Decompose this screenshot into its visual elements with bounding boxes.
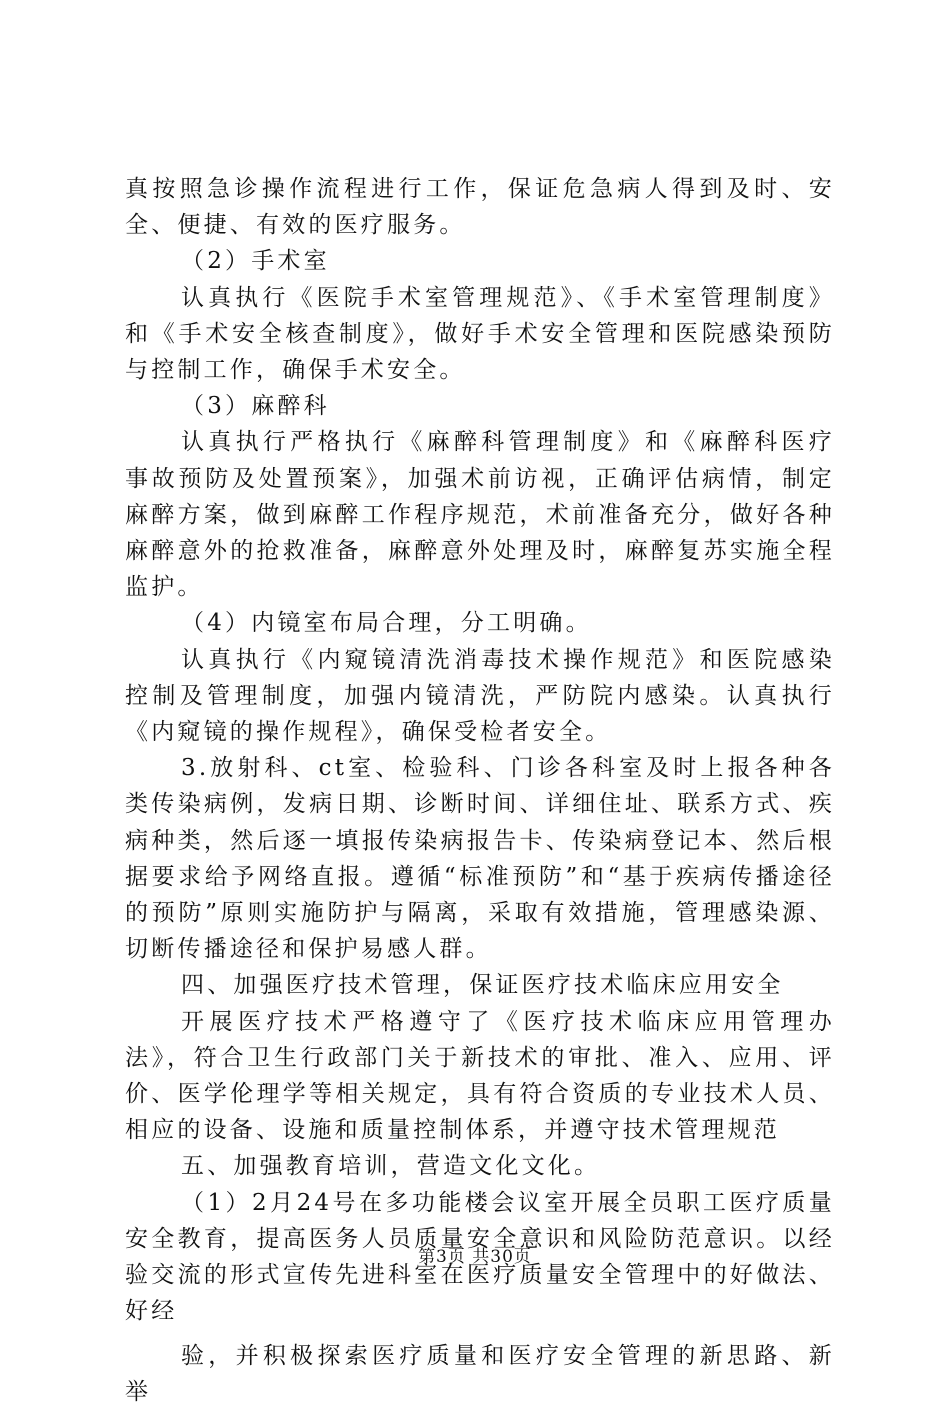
document-body bbox=[125, 171, 835, 1410]
paragraph-anesthesiology: 认真执行严格执行《麻醉科管理制度》和《麻醉科医疗事故预防及处置预案》，加强术前访视，正确评估病情，制定麻醉方案，做到麻醉工作程序规范，术前准备充分，做好各种麻醉意外的抢救准备，麻醉意外处理及时，麻醉复苏实施全程监护。 bbox=[125, 429, 835, 601]
paragraph-infectious-reporting: 3.放射科、ct室、检验科、门诊各科室及时上报各种各类传染病例，发病日期、诊断时间、详细住址、联系方式、疾病种类，然后逐一填报传染病报告卡、传染病登记本、然后根据要求给予网络直报。遵循“标准预防”和“基于疾病传播途径的预防”原则实施防护与隔离，采取有效措施，管理感染源、切断传播途径和保护易感人群。 bbox=[125, 755, 835, 963]
paragraph-operating-room: 认真执行《医院手术室管理规范》、《手术室管理制度》和《手术安全核查制度》，做好手术安全管理和医院感染预防与控制工作，确保手术安全。 bbox=[125, 284, 835, 384]
heading-anesthesiology: （3）麻醉科 bbox=[181, 393, 330, 420]
paragraph-education-continued: 验，并积极探索医疗质量和医疗安全管理的新思路、新举 bbox=[125, 1342, 835, 1405]
page-number-footer: 第3页 共30页 bbox=[418, 1247, 532, 1267]
paragraph-endoscopy: 认真执行《内窥镜清洗消毒技术操作规范》和医院感染控制及管理制度，加强内镜清洗，严防院内感染。认真执行《内窥镜的操作规程》，确保受检者安全。 bbox=[125, 646, 835, 746]
heading-operating-room: （2）手术室 bbox=[181, 248, 330, 275]
paragraph-technology-management: 开展医疗技术严格遵守了《医疗技术临床应用管理办法》，符合卫生行政部门关于新技术的审批、准入、应用、评价、医学伦理学等相关规定，具有符合资质的专业技术人员、相应的设备、设施和质量控制体系，并遵守技术管理规范 bbox=[125, 1008, 835, 1144]
paragraph-education-training: （1）2月24号在多功能楼会议室开展全员职工医疗质量安全教育，提高医务人员质量安全意识和风险防范意识。以经验交流的形式宣传先进科室在医疗质量安全管理中的好做法、好经 bbox=[125, 1189, 835, 1325]
heading-education-training: 五、加强教育培训，营造文化文化。 bbox=[181, 1153, 601, 1180]
heading-endoscopy: （4）内镜室布局合理，分工明确。 bbox=[181, 610, 592, 637]
heading-technology-management: 四、加强医疗技术管理，保证医疗技术临床应用安全 bbox=[181, 972, 784, 999]
paragraph-emergency-continued: 真按照急诊操作流程进行工作，保证危急病人得到及时、安全、便捷、有效的医疗服务。 bbox=[125, 176, 835, 239]
